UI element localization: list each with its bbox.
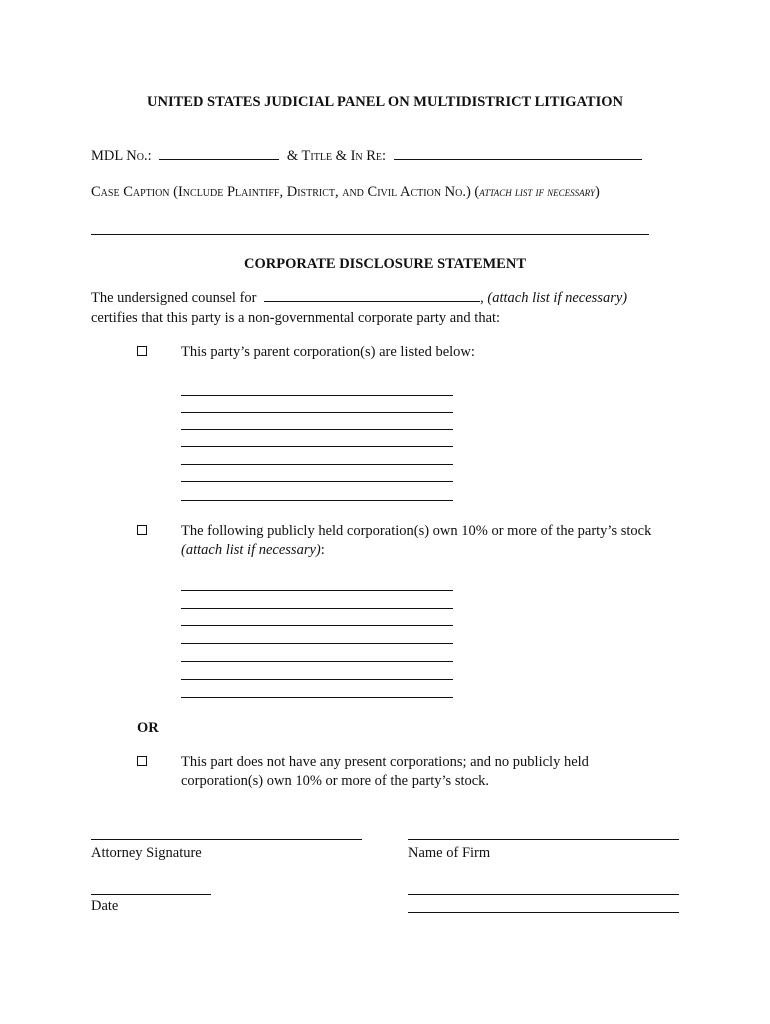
- parent-corporations-checkbox[interactable]: [137, 346, 147, 356]
- firm-name-label: Name of Firm: [408, 845, 491, 861]
- attorney-signature-label: Attorney Signature: [91, 845, 202, 861]
- statement-heading: CORPORATE DISCLOSURE STATEMENT: [244, 256, 526, 272]
- title-in-re-field[interactable]: [394, 158, 642, 160]
- no-corporations-label-2: corporation(s) own 10% or more of the party’s stock.: [181, 773, 490, 789]
- public-corp-field-5[interactable]: [181, 661, 453, 662]
- parent-corp-field-6[interactable]: [181, 481, 453, 482]
- parent-corp-field-7[interactable]: [181, 500, 453, 501]
- counsel-for-field[interactable]: [264, 300, 480, 302]
- intro-line-2: certifies that this party is a non-governmental corporate party and that:: [91, 310, 501, 326]
- public-corp-field-2[interactable]: [181, 608, 453, 609]
- case-caption-label: Case Caption (Include Plaintiff, District, and Civil Action No.) (: [91, 184, 480, 200]
- mdl-line: [91, 148, 642, 165]
- firm-name-field[interactable]: [408, 839, 679, 840]
- or-label: OR: [137, 720, 159, 736]
- public-corp-field-3[interactable]: [181, 625, 453, 626]
- caption-attach-note: attach list if necessary: [479, 185, 596, 199]
- public-corp-field-7[interactable]: [181, 697, 453, 698]
- publicly-held-label-2: [181, 542, 325, 559]
- publicly-held-attach-note: (attach list if necessary): [181, 542, 321, 558]
- mdl-label: MDL No.:: [91, 148, 152, 164]
- date-label: Date: [91, 898, 119, 914]
- firm-address-field-2[interactable]: [408, 912, 679, 913]
- date-field[interactable]: [91, 894, 211, 895]
- parent-corp-field-2[interactable]: [181, 412, 453, 413]
- firm-address-field-1[interactable]: [408, 894, 679, 895]
- parent-corp-field-3[interactable]: [181, 429, 453, 430]
- parent-corporations-label: This party’s parent corporation(s) are listed below:: [181, 344, 475, 360]
- no-corporations-checkbox[interactable]: [137, 756, 147, 766]
- intro-text: The undersigned counsel for: [91, 290, 257, 306]
- public-corp-field-4[interactable]: [181, 643, 453, 644]
- parent-corp-field-1[interactable]: [181, 395, 453, 396]
- parent-corp-field-4[interactable]: [181, 446, 453, 447]
- intro-comma: ,: [480, 290, 484, 306]
- public-corp-field-1[interactable]: [181, 590, 453, 591]
- caption-close-paren: ): [595, 184, 600, 200]
- intro-line-1: [91, 290, 627, 307]
- publicly-held-colon: :: [320, 542, 325, 558]
- intro-attach-note: (attach list if necessary): [487, 290, 628, 306]
- case-caption-line: [91, 184, 600, 201]
- parent-corp-field-5[interactable]: [181, 464, 453, 465]
- attorney-signature-field[interactable]: [91, 839, 362, 840]
- mdl-number-field[interactable]: [159, 158, 279, 160]
- case-caption-field[interactable]: [91, 234, 649, 235]
- publicly-held-checkbox[interactable]: [137, 525, 147, 535]
- no-corporations-label-1: This part does not have any present corporations; and no publicly held: [181, 754, 589, 770]
- title-label: & Title & In Re:: [286, 148, 387, 164]
- page-title: UNITED STATES JUDICIAL PANEL ON MULTIDISTRICT LITIGATION: [147, 94, 623, 110]
- public-corp-field-6[interactable]: [181, 679, 453, 680]
- publicly-held-label-1: The following publicly held corporation(s) own 10% or more of the party’s stock: [181, 523, 652, 539]
